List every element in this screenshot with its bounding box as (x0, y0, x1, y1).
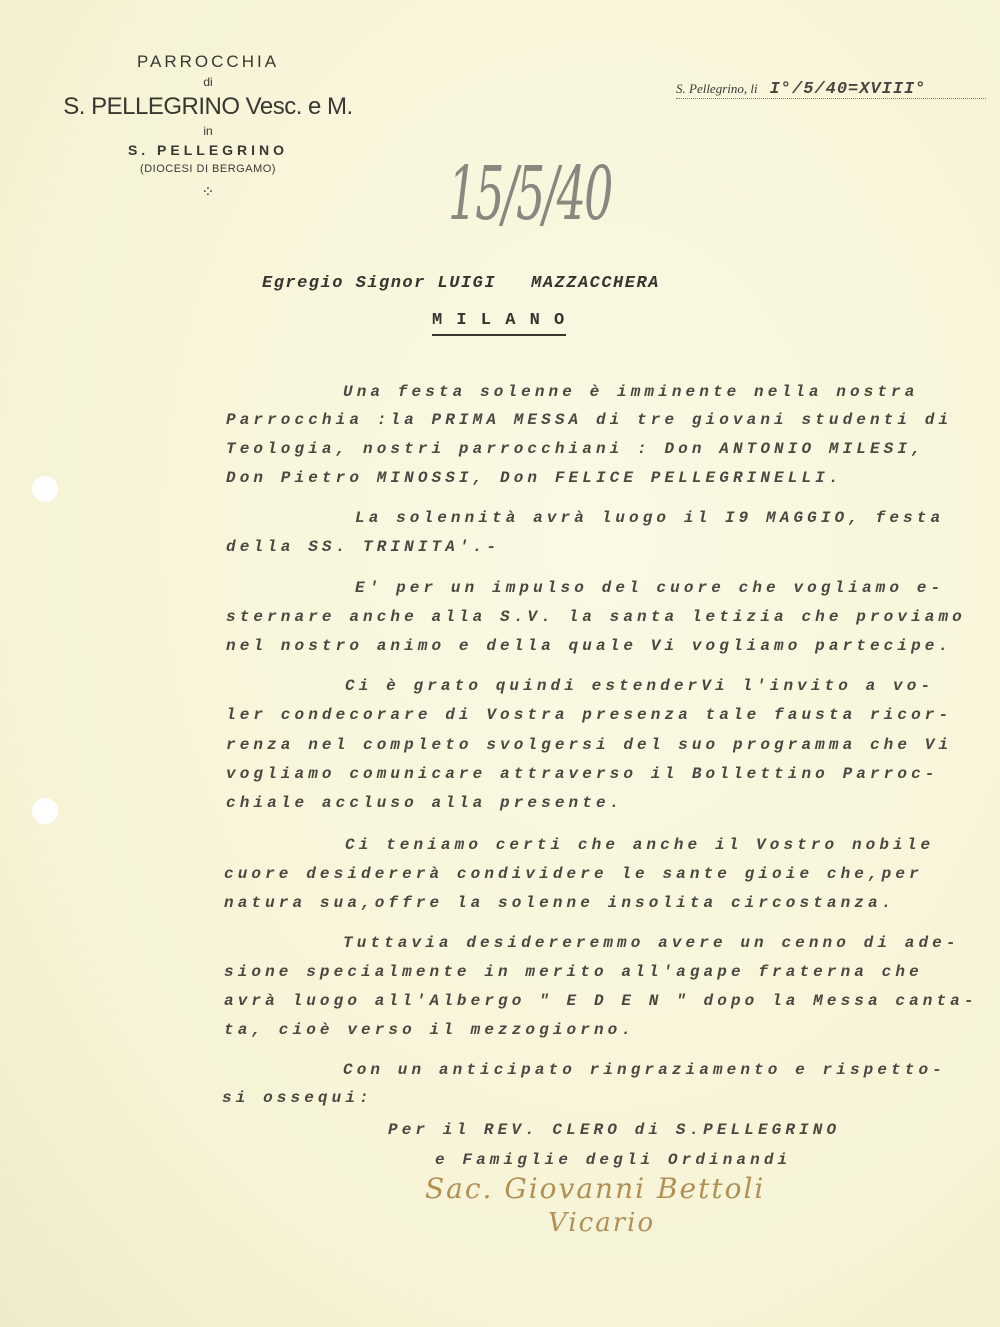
body-line: sione specialmente in merito all'agape fraterna che (224, 963, 923, 981)
dateline-date: I°/5/40=XVIII° (769, 80, 927, 99)
recipient-name: Egregio Signor LUIGI MAZZACCHERA (262, 274, 660, 293)
body-line: Teologia, nostri parrocchiani : Don ANTONIO MILESI, (226, 440, 925, 458)
body-line: chiale accluso alla presente. (226, 794, 624, 812)
recipient-city: M I L A N O (432, 311, 566, 336)
body-line: ta, cioè verso il mezzogiorno. (224, 1021, 636, 1039)
body-line: natura sua,offre la solenne insolita circostanza. (224, 894, 896, 912)
body-line: sternare anche alla S.V. la santa letizia che proviamo (226, 608, 966, 626)
dateline (676, 80, 986, 99)
letterhead-town: S. PELLEGRINO (127, 142, 289, 158)
body-line: renza nel completo svolgersi del suo programma che Vi (226, 736, 953, 754)
letterhead-name: S. PELLEGRINO Vesc. e M. (63, 93, 353, 120)
letterhead-in: in (203, 124, 213, 138)
body-line: nel nostro animo e della quale Vi vogliamo partecipe. (226, 637, 953, 655)
body-line: Una festa solenne è imminente nella nostra (343, 383, 919, 401)
signature: Sac. Giovanni Bettoli (425, 1172, 766, 1205)
body-line: avrà luogo all'Albergo " E D E N " dopo la Messa canta- (224, 992, 978, 1010)
punch-hole (32, 476, 58, 502)
body-line: Con un anticipato ringraziamento e rispetto- (343, 1061, 946, 1079)
body-line: Tuttavia desidereremmo avere un cenno di ade- (343, 934, 960, 952)
body-line: La solennità avrà luogo il I9 MAGGIO, festa (355, 509, 945, 527)
body-line: si ossequi: (222, 1089, 373, 1107)
closing-line: e Famiglie degli Ordinandi (435, 1151, 792, 1169)
body-line: ler condecorare di Vostra presenza tale fausta ricor- (226, 706, 953, 724)
body-line: Ci teniamo certi che anche il Vostro nobile (345, 836, 935, 854)
ornament-icon: ⁘ (201, 184, 215, 201)
letterhead-di: di (203, 75, 213, 89)
body-line: Ci è grato quindi estenderVi l'invito a vo- (345, 677, 935, 695)
body-line: Don Pietro MINOSSI, Don FELICE PELLEGRINELLI. (226, 469, 843, 487)
handwritten-date-note: 15/5/40 (448, 150, 612, 237)
body-line: E' per un impulso del cuore che vogliamo e- (355, 579, 945, 597)
dateline-place: S. Pellegrino, li (676, 81, 758, 96)
signature-title: Vicario (548, 1208, 656, 1238)
letterhead-parish: PARROCCHIA (136, 52, 280, 71)
letterhead-diocese: (DIOCESI DI BERGAMO) (140, 163, 276, 175)
body-line: Parrocchia :la PRIMA MESSA di tre giovani studenti di (226, 411, 953, 429)
body-line: cuore desidererà condividere le sante gioie che,per (224, 865, 923, 883)
body-line: vogliamo comunicare attraverso il Bollettino Parroc- (226, 765, 939, 783)
closing-line: Per il REV. CLERO di S.PELLEGRINO (388, 1121, 841, 1139)
punch-hole (32, 798, 58, 824)
body-line: della SS. TRINITA'.- (226, 538, 501, 556)
